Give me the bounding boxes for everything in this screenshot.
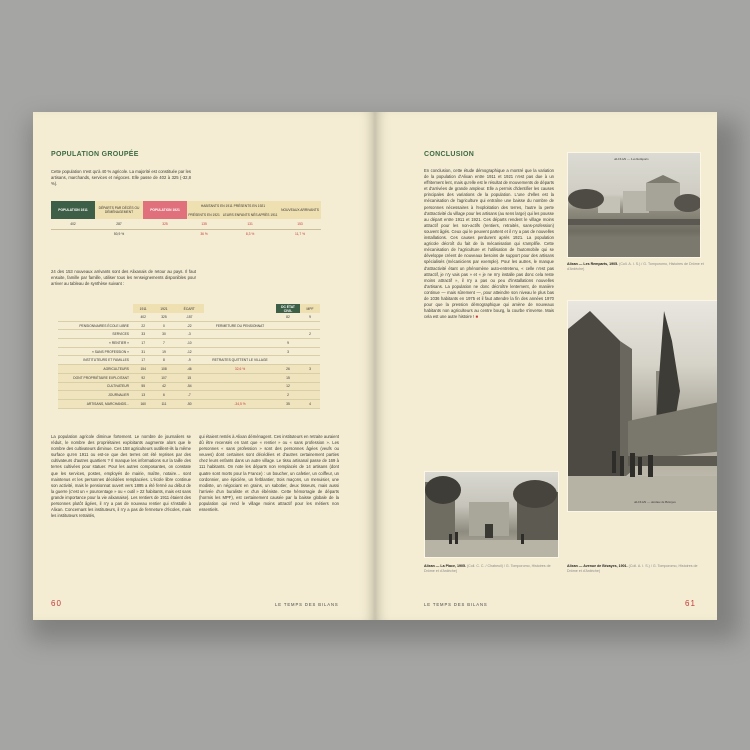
caption-remparts: Alixan — Les Remparts, 1905. (Coll. A. I. S.) / G. Tomporomo, Histoires de Drôme et d'Ardèche) [567, 262, 704, 271]
table2-cell: 8 [153, 356, 174, 365]
table-row [58, 382, 320, 391]
end-mark: ■ [475, 314, 478, 320]
table2-cell [300, 391, 320, 400]
body-column-2: qui étaient restés à Alixan déménagent. Ces instituteurs en retraite auraient dû être recensés en tant que « rentier » ou « sans profession ». Les personnes « sans profession » sont des personnes âgées (veufs ou veuves) dont certaines sont décédées et d'autres certainement parties chez leurs enfants dans un autre village. Le tissu artisanal passe de 169 à 111 habitants. On note les départs non remplacés de 14 artisans (dont quatre sont morts pour la France) : un boucher, un cafetier, un coiffeur, un cordonnier, une épicière, un ferblantier, trois maçons, un menuisier, une modiste, un négociant en grains, un sabotier, deux tisseurs, mais aussi l'arrivée d'un buraliste et d'un ébéniste. Cette hémorragie de départs (hormis les MPF), est certainement causée par la baisse globale de la population qui rend le village moins attractif pour les métiers non essentiels. [199, 434, 339, 513]
caption-place: Alixan — La Place, 1905. (Coll. C. C. / Chabeuil) / G. Tomporomo, Histoires de Drôme et d'Ardèche) [424, 564, 551, 573]
table2-cell [300, 339, 320, 348]
photo-remparts-illustration [568, 153, 700, 257]
photo-avenue-bezayes [567, 300, 717, 512]
table2-row-label: AGRICULTEURS [58, 365, 133, 374]
table2-cell [300, 356, 320, 365]
table2-cell [204, 339, 276, 348]
conclusion-paragraph [424, 168, 554, 320]
table2-cell: 402 [133, 313, 153, 321]
table2-body [58, 321, 320, 408]
caption-avenue: Alixan — Avenue de Bézayes, 1901. (Coll. A. I. S.) / G. Tomporomo, Histoires de Drôme et d'Ardèche) [567, 564, 698, 573]
table1-cell: 287 [116, 221, 122, 226]
table2-cell: 15 [174, 373, 204, 382]
table2-cell: 30 [153, 330, 174, 339]
table2-cell [276, 330, 300, 339]
table2-cell: FERMETURE DU PENSIONNAT [204, 321, 276, 330]
table1-cell [51, 229, 95, 239]
conclusion-heading: CONCLUSION [424, 151, 475, 158]
table2-cell: 55 [133, 382, 153, 391]
table2-cell: -22 [174, 321, 204, 330]
table2-cell: 82 [276, 313, 300, 321]
table2-cell: 33 [133, 330, 153, 339]
table2-row-label: PENSIONNAIRES ÉCOLE LIBRE [58, 321, 133, 330]
photo-title: ALIXAN — Avenue de Bézayes [634, 500, 676, 504]
table2-row-label: CULTIVATEUR [58, 382, 133, 391]
table2-cell: 17 [133, 356, 153, 365]
table2-cell [204, 330, 276, 339]
table2-cell: 9 [276, 339, 300, 348]
table2-cell: -7 [174, 391, 204, 400]
table2-cell: -3 [174, 330, 204, 339]
table1-subheader: PRÉSENTS EN 1921 [187, 210, 221, 219]
photo-les-remparts [567, 152, 701, 258]
right-page [375, 112, 717, 620]
table2-header: ÉCART [174, 304, 204, 313]
table1-cell: 135 [201, 221, 207, 226]
running-footer-left: LE TEMPS DES BILANS [275, 602, 339, 607]
table2-cell: 6 [153, 391, 174, 400]
table2-cell: 111 [153, 399, 174, 408]
table2-cell [276, 321, 300, 330]
table-row [58, 373, 320, 382]
table2-cell: 35 [276, 399, 300, 408]
table-row [58, 347, 320, 356]
table2-cell: -34,5 % [204, 399, 276, 408]
table2-cell: -46 [174, 365, 204, 374]
table2-header: 1911 [133, 304, 153, 313]
table2-cell: -10 [174, 339, 204, 348]
population-summary-table [51, 201, 321, 239]
table2-cell [300, 382, 320, 391]
table2-cell: 0 [153, 321, 174, 330]
table2-cell [204, 347, 276, 356]
table2-cell: RETRAITES QUITTENT LE VILLAGE [204, 356, 276, 365]
table2-cell: -50 [174, 399, 204, 408]
running-footer-right: LE TEMPS DES BILANS [424, 602, 488, 607]
section-heading: POPULATION GROUPÉE [51, 151, 139, 158]
table2-row-label: SERVICES [58, 330, 133, 339]
page-number-right: 61 [685, 599, 696, 608]
page-number-left: 60 [51, 599, 62, 608]
table2-cell [204, 391, 276, 400]
table2-cell: 12 [276, 382, 300, 391]
table-row [58, 399, 320, 408]
table1-header: POPULATION 1921 [143, 201, 187, 219]
table2-cell: -54 [174, 382, 204, 391]
table2-cell: 19 [153, 347, 174, 356]
table2-row-label: « SANS PROFESSION » [58, 347, 133, 356]
table2-row-label: « RENTIER » [58, 339, 133, 348]
photo-title: ALIXAN — Les Remparts [614, 157, 649, 161]
table2-cell: 108 [153, 365, 174, 374]
table1-cell: 153 [297, 221, 303, 226]
table2-cell: 42 [153, 382, 174, 391]
conclusion-text: En conclusion, cette étude démographique a montré que la variation de la population d'Alixan entre 1911 et 1921 n'est pas due à un effritement lent, mais qu'elle est le résultat de mouvements de départs et d'arrivées de grande ampleur. Elle a permis d'identifier les causes principales des variations de la population. L'une d'elles est la mécanisation de l'agriculture qui entraîne une baisse du nombre de personnes nécessaires à l'exploitation des terres, l'autre la perte d'attractivité du village pour les artisans (au sens large) qui les pousse au départ entre 1911 et 1921. Ces départs rendent le village moins attractif pour les non-actifs (rentiers, retraités, sans-profession) souvent âgés. Ceux qui le peuvent partent et il n'y a pas de nouvelles installations. Ces causes perdurent après 1921. La population agricole décroît du fait de la mécanisation qui s'amplifie. Cette mécanisation de l'agriculture et l'utilisation de l'automobile qui se développe créent de nouveaux besoins de support pour des artisans spécialisés (mécaniciens par exemple). Pour les autres, le manque d'attractivité étant un phénomène auto-entretenu, « celle n'est pas attractif, je n'y vais pas » et « je ne m'y installe pas donc cela reste moins attractif », il n'y a pas ou peu d'installations nouvelles d'artisans. La population ne donc décroître lentement, de manière continue — mais sûrement —, pour atteindre son niveau le plus bas de 1036 habitants en 1975 et il faut attendre la fin des années 1970 pour que la pression démographique qui amène de nouveaux habitants non agriculteurs au centre bourg, la courbe s'inverse. Mais cela est une autre histoire ! [424, 168, 554, 320]
table2-cell: -12 [174, 347, 204, 356]
table2-cell: 17 [133, 339, 153, 348]
table1-cell: 50,9 % [113, 232, 125, 237]
table-row [58, 391, 320, 400]
table-row [58, 330, 320, 339]
table1-cell: 8,3 % [245, 232, 255, 237]
body-column-1: La population agricole diminue fortement. Le nombre de journaliers se réduit, le nombre des propriétaires exploitants augmente alors que le nombre des cultivateurs diminue. Ces 158 agriculteurs outillent-ils la même surface qu'en 1911 ou est-ce que des terres ont été reprises par des cultivateurs d'autres quartiers ? Il manque les informations sur la taille des terres cultivées pour statuer. Pour les autres composantes, on constate que les services, postes, employés de mairie, maître, notaire… sont maintenus et les personnes décédées remplacées. L'école libre continue son activité, mais le pensionnat ouvert vers 1895 a été fermé au début de la guerre (c'est un « pourcentage » ou « outil » 22 habitants, mais est sans grande importance pour la vie alixanaise). Les rentiers de 1911 étaient des personnes plutôt âgées, il n'y a pas de nouveau rentier qui s'installe à Alixan. Concernant les instituteurs, il n'y a pas de fermeture d'écoles, mais les instituteurs retraités, [51, 434, 191, 519]
table2-cell: 3 [300, 365, 320, 374]
table2-cell: 22 [133, 321, 153, 330]
table1-cell: 36 % [200, 232, 208, 237]
table2-cell: 2 [276, 391, 300, 400]
table1-cell: 402 [70, 221, 76, 226]
table2-header: MPF [300, 304, 320, 313]
table2-cell [300, 347, 320, 356]
table2-row-label: ARTISANS, MARCHANDS... [58, 399, 133, 408]
table-row [58, 365, 320, 374]
table2-cell: 160 [133, 399, 153, 408]
photo-la-place [424, 471, 559, 558]
table2-cell [204, 382, 276, 391]
table2-row-label: DONT PROPRIÉTAIRE EXPLOITANT [58, 373, 133, 382]
table2-cell: 2 [300, 330, 320, 339]
intro-paragraph: Cette population n'est qu'à 40 % agricole. La majorité est constituée par les artisans, marchands, services et négoces. Elle passe de 402 à 325 (-32,8 %). [51, 169, 191, 187]
table2-cell: -157 [174, 313, 204, 321]
table2-cell: 26 [276, 365, 300, 374]
table1-header: HABITANTS EN 1911 PRÉSENTS EN 1921 [187, 201, 279, 210]
table1-header: NOUVEAUX ARRIVANTS [279, 201, 321, 219]
table2-header [204, 304, 276, 313]
left-page [33, 112, 375, 620]
table-row [58, 321, 320, 330]
table2-cell [300, 373, 320, 382]
table2-cell: 4 [300, 399, 320, 408]
table2-row-label: JOURNALIER [58, 391, 133, 400]
table2-cell: 7 [153, 339, 174, 348]
table2-cell [300, 321, 320, 330]
table1-header: DÉPARTS PAR DÉCÈS OU DÉMÉNAGEMENT [95, 201, 143, 219]
photo-place-illustration [425, 472, 558, 557]
table2-cell [204, 313, 276, 321]
table2-cell: 31 [133, 347, 153, 356]
table-row [58, 339, 320, 348]
table2-header: DC ÉTAT CIVIL [276, 304, 300, 313]
synthesis-table [58, 304, 320, 409]
table2-cell: 154 [133, 365, 153, 374]
table2-cell: 107 [153, 373, 174, 382]
table2-cell: 32,6 % [204, 365, 276, 374]
table2-cell: 92 [133, 373, 153, 382]
photo-avenue-illustration [568, 301, 717, 511]
table2-row-label: INSTITUTEURS ET FAMILLES [58, 356, 133, 365]
table2-cell: 13 [133, 391, 153, 400]
table2-cell [204, 373, 276, 382]
table1-cell: 11,7 % [294, 232, 306, 237]
table-row [58, 356, 320, 365]
table1-cell: 131 [247, 221, 253, 226]
table1-cell [143, 229, 187, 239]
table2-cell: 9 [300, 313, 320, 321]
table1-cell: 325 [162, 221, 168, 226]
table2-cell: -9 [174, 356, 204, 365]
table2-cell [276, 356, 300, 365]
table2-cell: 325 [153, 313, 174, 321]
synthesis-paragraph: 24 des 153 nouveaux arrivants sont des Alixanais de retour au pays. Il faut ensuite, famille par famille, utiliser tous les renseignements disponibles pour arriver au tableau de synthèse suivant : [51, 269, 196, 287]
table1-subheader: LEURS ENFANTS NÉS APRÈS 1911 [221, 210, 279, 219]
table2-cell: 3 [276, 347, 300, 356]
table1-header: POPULATION 1911 [51, 201, 95, 219]
table2-cell: 15 [276, 373, 300, 382]
table2-header: 1921 [153, 304, 174, 313]
